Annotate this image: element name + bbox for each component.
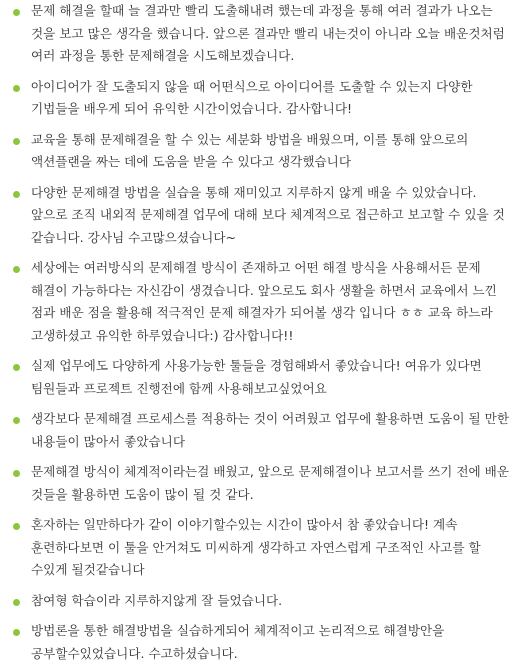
green-dot-bullet-icon — [13, 266, 20, 273]
list-item — [13, 408, 515, 453]
comment-text: 생각보다 문제해결 프로세스를 적용하는 것이 어려웠고 업무에 활용하면 도움이 될 만한 내용들이 많아서 좋았습니다 — [31, 411, 509, 449]
comment-text: 아이디어가 잘 도출되지 않을 때 어떤식으로 아이디어를 도출할 수 있는지 다양한 기법들을 배우게 되어 유익한 시간이었습니다. 감사합니다! — [31, 78, 473, 116]
comment-text: 교육을 통해 문제해결을 할 수 있는 세분화 방법을 배웠으며, 이를 통해 앞으로의 액션플랜을 짜는 데에 도움을 받을 수 있다고 생각했습니다 — [31, 131, 469, 169]
comment-text: 방법론을 통한 해결방법을 실습하게되어 체계적이고 논리적으로 해결방안을 공부할수있었습니다. 수고하셨습니다. — [31, 623, 445, 661]
list-item — [13, 257, 515, 347]
list-item — [13, 182, 515, 250]
green-dot-bullet-icon — [13, 523, 20, 530]
comment-text: 문제 해결을 할때 늘 결과만 빨리 도출해내려 했는데 과정을 통해 여러 결과가 나오는 것을 보고 많은 생각을 했습니다. 앞으론 결과만 빨리 내는것이 아니라 오늘 배운것처럼 여러 과정을 통한 문제해결을 시도해보겠습니다. — [31, 3, 505, 63]
list-item — [13, 461, 515, 506]
list-item — [13, 620, 515, 665]
green-dot-bullet-icon — [13, 470, 20, 477]
list-item — [13, 76, 515, 121]
list-item — [13, 590, 515, 613]
list-item — [13, 0, 515, 68]
comment-text: 세상에는 여러방식의 문제해결 방식이 존재하고 어떤 해결 방식을 사용해서든 문제 해결이 가능하다는 자신감이 생겼습니다. 앞으로도 회사 생활을 하면서 교육에서 느낀 점과 배운 점을 활용해 적극적인 문제 해결자가 되어볼 생각 입니다 ㅎㅎ 교육 하느라 고생하셨고 유익한 하루였습니다:) 감사합니다!! — [31, 260, 497, 343]
list-item — [13, 129, 515, 174]
comment-text: 문제해결 방식이 체계적이라는걸 배웠고, 앞으로 문제해결이나 보고서를 쓰기 전에 배운 것들을 활용하면 도움이 많이 될 것 같다. — [31, 464, 509, 502]
green-dot-bullet-icon — [13, 417, 20, 424]
green-dot-bullet-icon — [13, 138, 20, 145]
green-dot-bullet-icon — [13, 599, 20, 606]
comment-text: 참여형 학습이라 지루하지않게 잘 들었습니다. — [31, 592, 283, 608]
list-item — [13, 514, 515, 582]
green-dot-bullet-icon — [13, 629, 20, 636]
comment-text: 실제 업무에도 다양하게 사용가능한 툴들을 경험해봐서 좋았습니다! 여유가 있다면 팀원들과 프로젝트 진행전에 함께 사용해보고싶었어요 — [31, 358, 482, 396]
green-dot-bullet-icon — [13, 85, 20, 92]
green-dot-bullet-icon — [13, 191, 20, 198]
list-item — [13, 355, 515, 400]
comment-text: 다양한 문제해결 방법을 실습을 통해 재미있고 지루하지 않게 배울 수 있았습니다. 앞으로 조직 내외적 문제해결 업무에 대해 보다 체계적으로 접근하고 보고할 수 있을 것 같습니다. 강사님 수고많으셨습니다~ — [31, 184, 505, 245]
green-dot-bullet-icon — [13, 9, 20, 16]
green-dot-bullet-icon — [13, 364, 20, 371]
comment-text: 혼자하는 일만하다가 같이 이야기할수있는 시간이 많아서 참 좋았습니다! 계속 훈련하다보면 이 툴을 안거쳐도 미씨하게 생각하고 자연스럽게 구조적인 사고를 할 수있게 될것같습니다 — [31, 517, 481, 577]
